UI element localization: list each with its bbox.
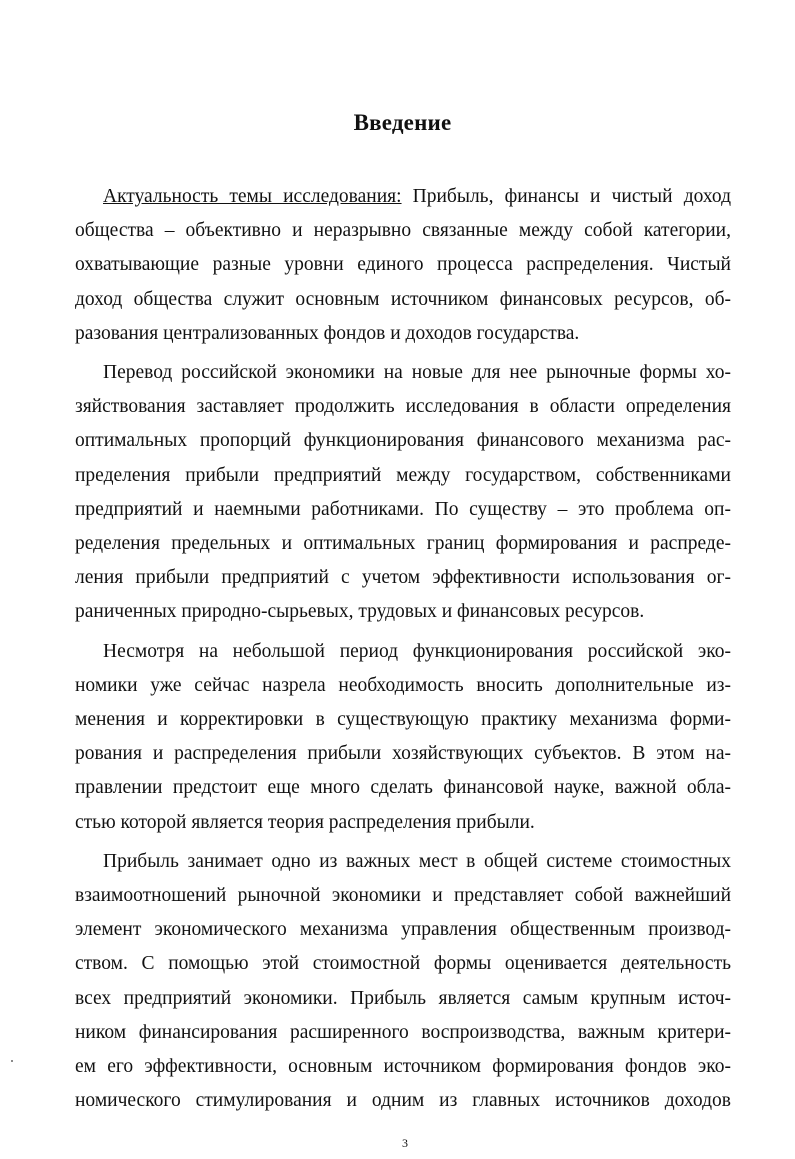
text-line: менения и корректировки в существующую практику механизма форми- <box>75 709 731 731</box>
text-line: Актуальность темы исследования: Прибыль, финансы и чистый доход <box>103 186 731 207</box>
page-number: 3 <box>402 1136 408 1150</box>
text-line: ления прибыли предприятий с учетом эффективности использования ог- <box>75 567 731 589</box>
text-line: зяйствования заставляет продолжить исследования в области определения <box>75 396 731 418</box>
text-line: ством. С помощью этой стоимостной формы оценивается деятельность <box>75 953 731 975</box>
text-line: правлении предстоит еще много сделать финансовой науке, важной обла- <box>75 777 731 799</box>
text-line: ником финансирования расширенного воспроизводства, важным критери- <box>75 1021 731 1043</box>
text-line: пределения прибыли предприятий между государством, собственниками <box>75 464 731 486</box>
scan-speck <box>11 1060 13 1062</box>
text-line: доход общества служит основным источником финансовых ресурсов, об- <box>75 288 731 310</box>
text-line: рования и распределения прибыли хозяйствующих субъектов. В этом на- <box>75 743 731 765</box>
text-line: раниченных природно-сырьевых, трудовых и финансовых ресурсов. <box>75 601 645 623</box>
text-line: взаимоотношений рыночной экономики и представляет собой важнейший <box>75 885 731 907</box>
text-line: номики уже сейчас назрела необходимость вносить дополнительные из- <box>75 674 731 696</box>
paragraph-1 <box>75 180 731 351</box>
document-body <box>75 180 731 1118</box>
paragraph-2 <box>75 356 731 630</box>
text-line: разования централизованных фондов и доходов государства. <box>75 322 580 344</box>
text-line: ределения предельных и оптимальных границ формирования и распреде- <box>75 533 731 555</box>
text-line: общества – объективно и неразрывно связанные между собой категории, <box>75 220 731 242</box>
text-line: оптимальных пропорций функционирования финансового механизма рас- <box>75 430 731 452</box>
text-line: всех предприятий экономики. Прибыль является самым крупным источ- <box>75 987 731 1009</box>
topic-relevance-label: Актуальность темы исследования: <box>103 186 402 207</box>
paragraph-4 <box>75 845 731 1119</box>
text-line: Прибыль занимает одно из важных мест в общей системе стоимостных <box>103 850 731 872</box>
text-line: стью которой является теория распределения прибыли. <box>75 811 535 833</box>
text-line: Несмотря на небольшой период функционирования российской эко- <box>103 640 731 662</box>
text-line: Перевод российской экономики на новые для нее рыночные формы хо- <box>103 362 731 384</box>
text-line: элемент экономического механизма управления общественным производ- <box>75 919 731 941</box>
paragraph-3 <box>75 635 731 840</box>
text-line: ем его эффективности, основным источником формирования фондов эко- <box>75 1056 731 1078</box>
text-line: номического стимулирования и одним из главных источников доходов <box>75 1090 731 1112</box>
text-line: охватывающие разные уровни единого процесса распределения. Чистый <box>75 254 731 276</box>
page-title: Введение <box>353 110 452 135</box>
text-line: предприятий и наемными работниками. По существу – это проблема оп- <box>75 498 731 520</box>
